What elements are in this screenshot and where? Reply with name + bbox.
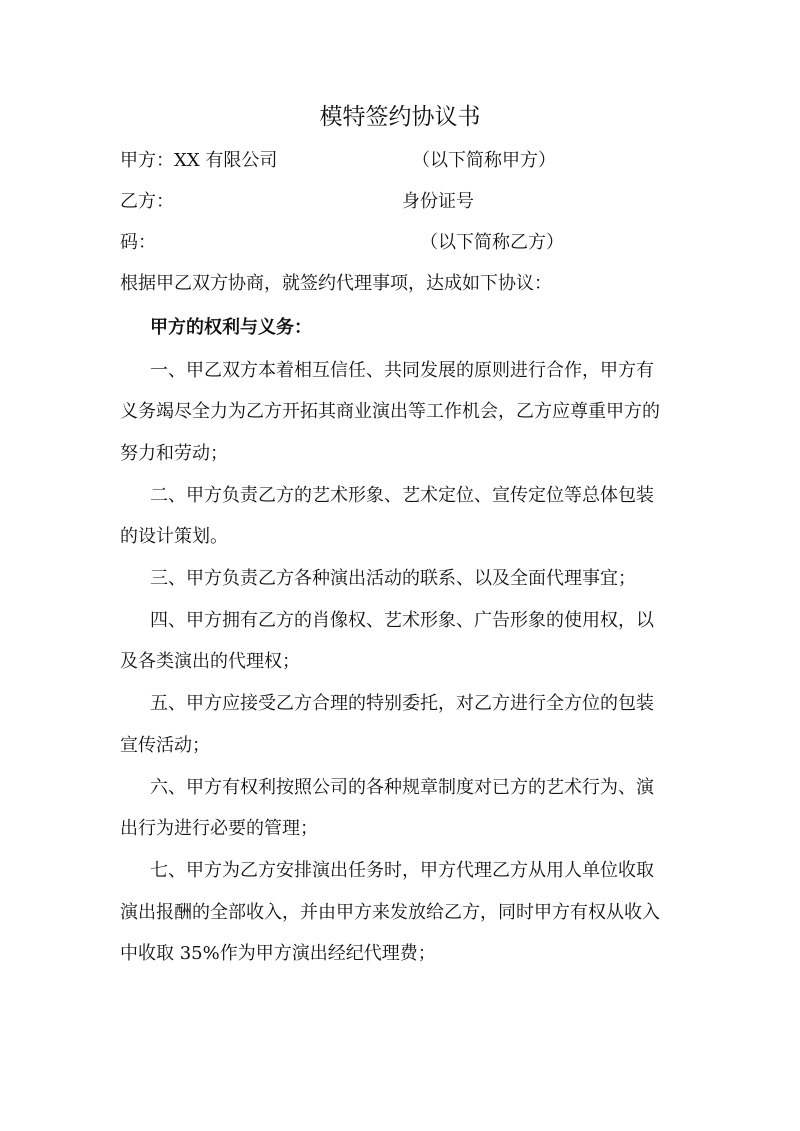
clause-line: 的设计策划。 [120, 526, 228, 547]
clause-line: 及各类演出的代理权； [120, 651, 300, 672]
party-b-cont-label: 码： [120, 232, 156, 253]
clause-line: 四、甲方拥有乙方的肖像权、艺术形象、广告形象的使用权，以 [150, 610, 654, 631]
clause-line: 出行为进行必要的管理； [120, 818, 318, 839]
section-heading: 甲方的权利与义务： [150, 317, 312, 338]
clause-line: 宣传活动； [120, 735, 210, 756]
clause-line: 七、甲方为乙方安排演出任务时，甲方代理乙方从用人单位收取 [150, 860, 654, 881]
document-title: 模特签约协议书 [319, 104, 481, 130]
party-a-line [120, 147, 700, 175]
clause-line: 三、甲方负责乙方各种演出活动的联系、以及全面代理事宜； [150, 568, 636, 589]
clause-line: 演出报酬的全部收入，并由甲方来发放给乙方，同时甲方有权从收入 [120, 902, 660, 923]
clause-line: 二、甲方负责乙方的艺术形象、艺术定位、宣传定位等总体包装 [150, 485, 654, 506]
party-a-note: （以下简称甲方） [412, 150, 556, 171]
clause-line: 五、甲方应接受乙方合理的特别委托，对乙方进行全方位的包装 [150, 693, 654, 714]
party-b-label: 乙方： [120, 191, 174, 212]
clause-line: 一、甲乙双方本着相互信任、共同发展的原则进行合作，甲方有 [150, 360, 654, 381]
party-b-id-label: 身份证号 [402, 191, 474, 212]
intro-text: 根据甲乙双方协商，就签约代理事项，达成如下协议： [120, 273, 552, 294]
clause-line: 义务竭尽全力为乙方开拓其商业演出等工作机会，乙方应尊重甲方的 [120, 401, 660, 422]
clause-line: 努力和劳动； [120, 443, 228, 464]
party-b-note: （以下简称乙方） [420, 232, 564, 253]
party-b-cont-line [120, 229, 700, 257]
clause-line: 中收取 35%作为甲方演出经纪代理费； [120, 943, 436, 964]
clause-line: 六、甲方有权利按照公司的各种规章制度对已方的艺术行为、演 [150, 777, 654, 798]
party-b-line [120, 188, 700, 216]
party-a-label: 甲方：XX 有限公司 [120, 150, 278, 171]
